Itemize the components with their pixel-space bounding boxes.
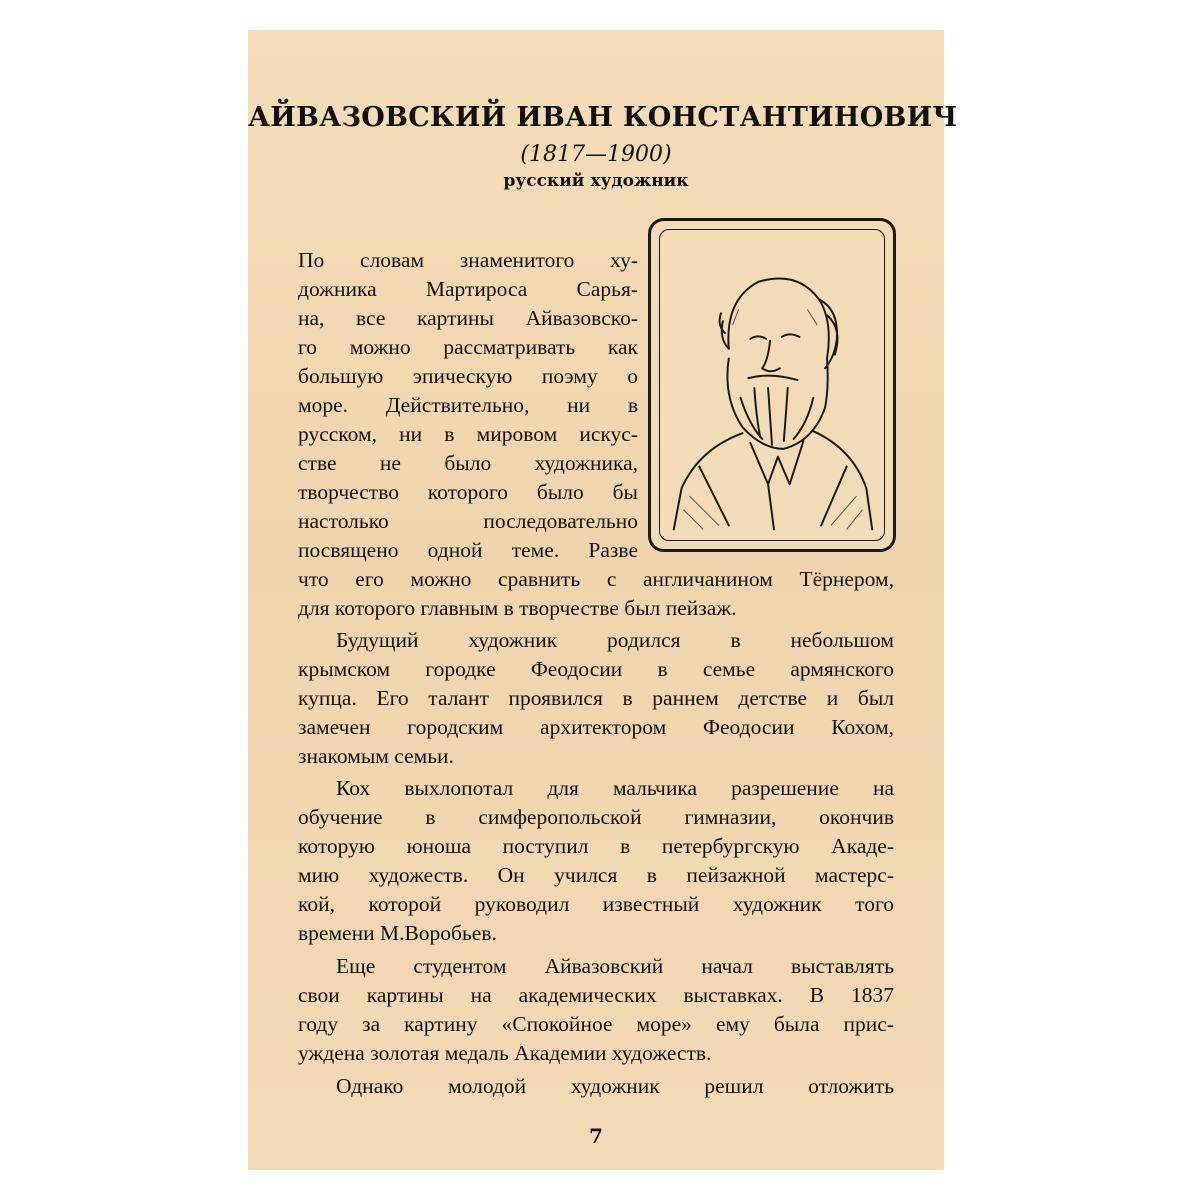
text-line: на, все картины Айвазовско- [298, 306, 638, 330]
text-line: стве не было художника, [298, 451, 638, 475]
text-line: го можно рассматривать как [298, 335, 638, 359]
subtitle: русский художник [503, 171, 689, 191]
text-line: что его можно сравнить с англичанином Тёрнером, [298, 567, 894, 591]
text-line: свои картины на академических выставках. В 1837 [298, 983, 894, 1007]
life-years: (1817—1900) [520, 142, 672, 167]
text-line: море. Действительно, ни в [298, 393, 638, 417]
page-number: 7 [589, 1124, 603, 1148]
text-line: большую эпическую поэму о [298, 364, 638, 388]
text-line: дожника Мартироса Сарья- [298, 277, 638, 301]
text-line: замечен городским архитектором Феодосии Кохом, [298, 715, 894, 739]
portrait-frame [648, 218, 896, 552]
text-line: русском, ни в мировом искус- [298, 422, 638, 446]
text-line: времени М.Воробьев. [298, 921, 497, 945]
text-line: творчество которого было бы [298, 480, 638, 504]
portrait-drawing [660, 230, 884, 540]
text-line: крымском городке Феодосии в семье армянского [298, 657, 894, 681]
text-line: мию художеств. Он учился в пейзажной мастерс- [298, 863, 894, 887]
page-title: АЙВАЗОВСКИЙ ИВАН КОНСТАНТИНОВИЧ [248, 102, 958, 133]
text-line: Однако молодой художник решил отложить [336, 1074, 894, 1098]
text-line: которую юноша поступил в петербургскую Акаде- [298, 834, 894, 858]
text-line: обучение в симферопольской гимназии, окончив [298, 805, 894, 829]
text-line: настолько последовательно [298, 509, 638, 533]
text-line: посвящено одной теме. Разве [298, 538, 638, 562]
portrait-illustration [659, 229, 885, 541]
text-line: году за картину «Спокойное море» ему была прис- [298, 1012, 894, 1036]
text-line: кой, которой руководил известный художник того [298, 892, 894, 916]
text-line: Будущий художник родился в небольшом [336, 628, 894, 652]
text-line: для которого главным в творчестве был пейзаж. [298, 596, 737, 620]
text-line: уждена золотая медаль Академии художеств. [298, 1041, 712, 1065]
text-line: Еще студентом Айвазовский начал выставлять [336, 954, 894, 978]
text-line: Кох выхлопотал для мальчика разрешение на [336, 776, 894, 800]
text-line: По словам знаменитого ху- [298, 248, 638, 272]
text-line: знакомым семьи. [298, 744, 454, 768]
book-page [248, 30, 958, 1170]
text-line: купца. Его талант проявился в раннем детстве и был [298, 686, 894, 710]
